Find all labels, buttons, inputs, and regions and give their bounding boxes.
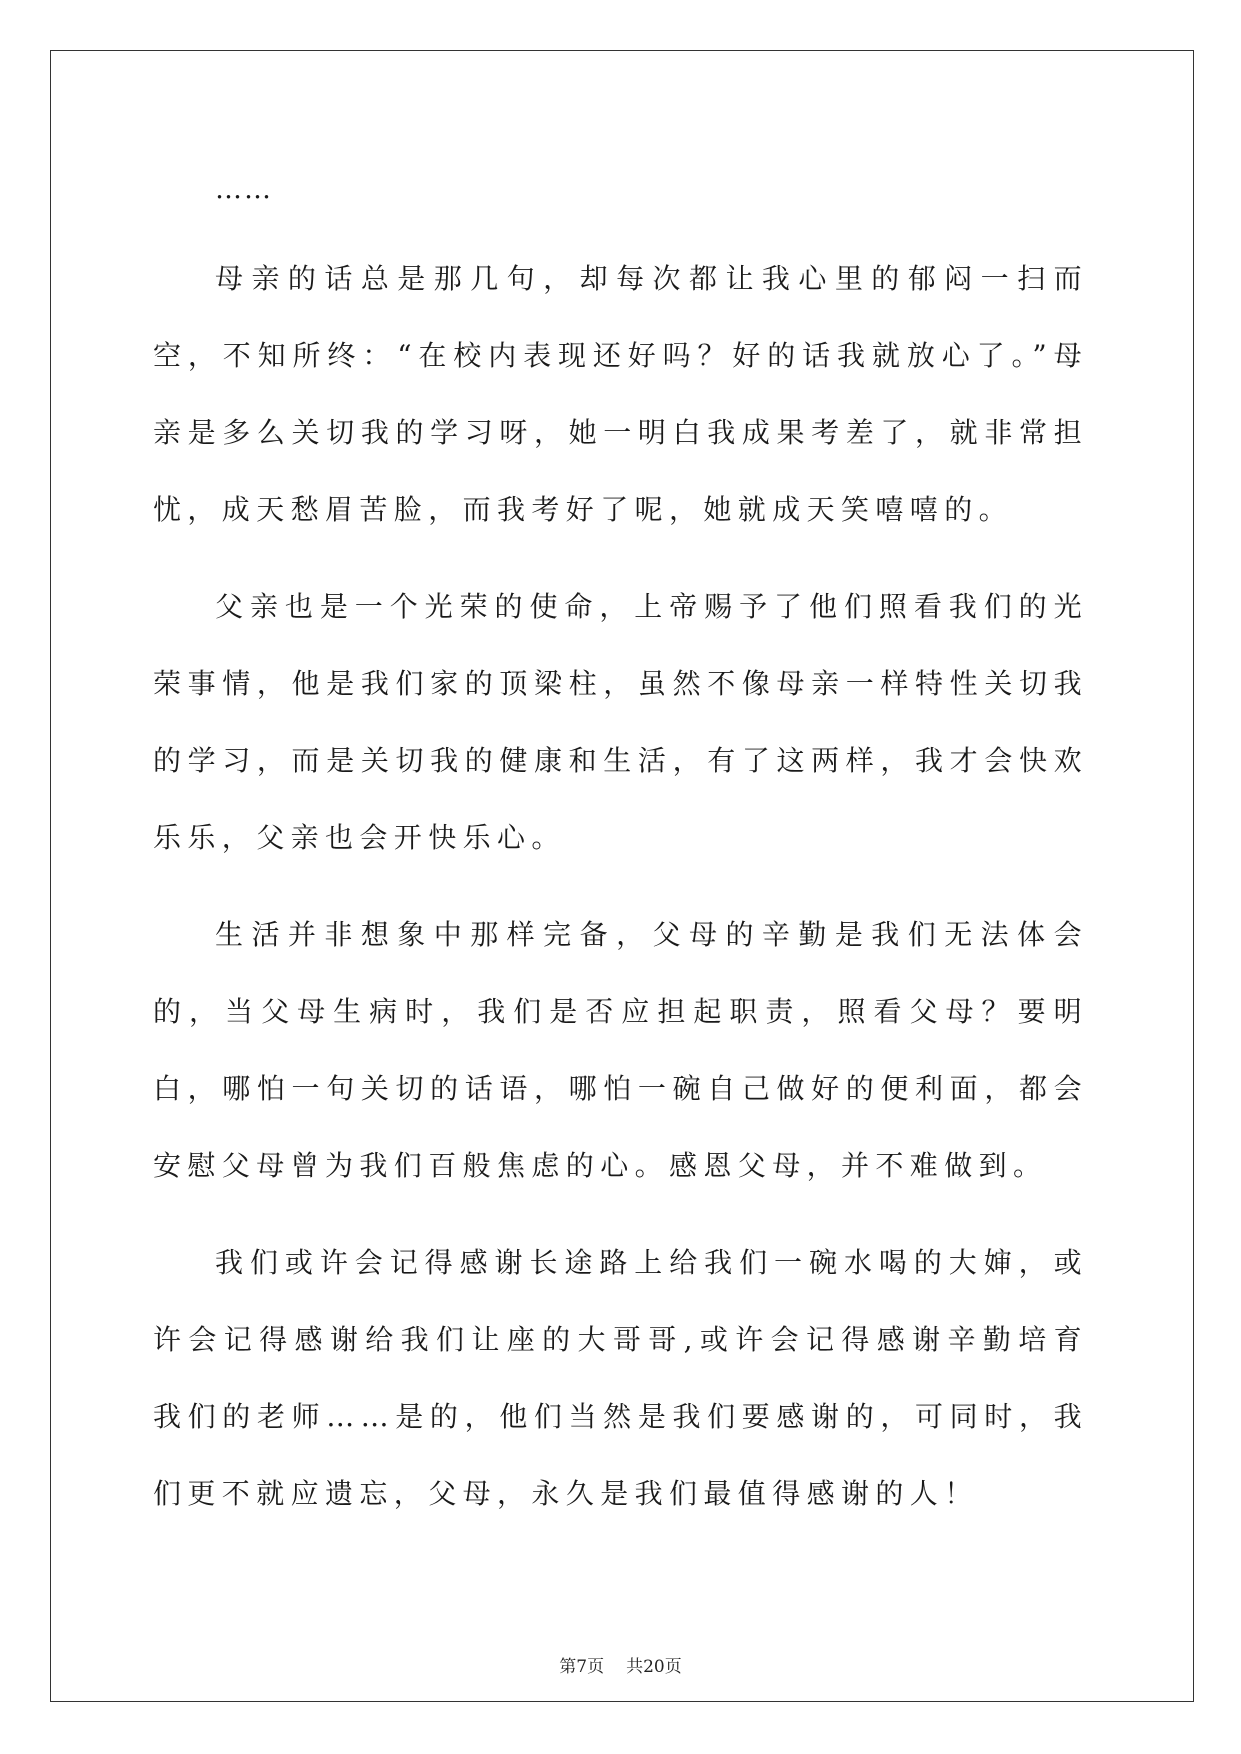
page-total: 共20页 xyxy=(626,1657,682,1677)
document-body xyxy=(153,160,1088,1552)
ellipsis-line: …… xyxy=(215,174,273,205)
page-number: 第7页 xyxy=(559,1657,605,1677)
paragraph-father: 父亲也是一个光荣的使命，上帝赐予了他们照看我们的光荣事情，他是我们家的顶梁柱，虽然不像母亲一样特性关切我的学习，而是关切我的健康和生活，有了这两样，我才会快欢乐乐，父亲也会开快乐心。 xyxy=(153,590,1088,854)
paragraph-gratitude: 我们或许会记得感谢长途路上给我们一碗水喝的大婶，或许会记得感谢给我们让座的大哥哥,或许会记得感谢辛勤培育我们的老师……是的，他们当然是我们要感谢的，可同时，我们更不就应遗忘，父母，永久是我们最值得感谢的人！ xyxy=(153,1246,1088,1510)
paragraph-life: 生活并非想象中那样完备，父母的辛勤是我们无法体会的，当父母生病时，我们是否应担起职责，照看父母？要明白，哪怕一句关切的话语，哪怕一碗自己做好的便利面，都会安慰父母曾为我们百般焦虑的心。感恩父母，并不难做到。 xyxy=(153,918,1088,1182)
page-footer xyxy=(0,1655,1241,1679)
paragraph-mother: 母亲的话总是那几句，却每次都让我心里的郁闷一扫而空，不知所终：“在校内表现还好吗？好的话我就放心了。”母亲是多么关切我的学习呀，她一明白我成果考差了，就非常担忧，成天愁眉苦脸，而我考好了呢，她就成天笑嘻嘻的。 xyxy=(153,262,1088,526)
